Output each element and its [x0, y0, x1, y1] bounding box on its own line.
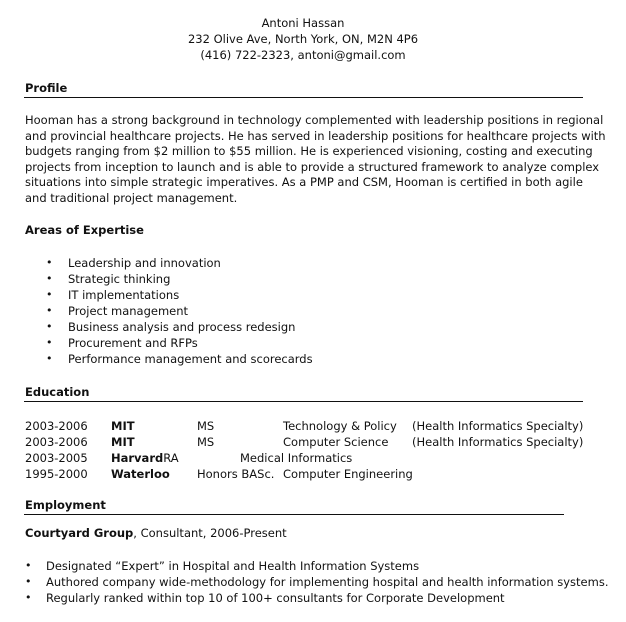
- education-row: [25, 418, 585, 434]
- edu-field: Computer Engineering: [283, 467, 413, 481]
- edu-school-suffix: RA: [163, 451, 179, 465]
- edu-field: Medical Informatics: [240, 451, 353, 465]
- employment-item: Authored company wide-methodology for implementing hospital and health information systems.: [46, 575, 609, 589]
- edu-years: 2003-2006: [25, 435, 88, 449]
- education-row: [25, 450, 585, 466]
- bullet-icon: •: [46, 320, 53, 333]
- edu-years: 1995-2000: [25, 467, 88, 481]
- applicant-name: Antoni Hassan: [261, 16, 345, 30]
- expertise-item: Project management: [68, 304, 189, 318]
- expertise-item: Performance management and scorecards: [68, 352, 313, 366]
- edu-degree: MS: [197, 435, 215, 449]
- employer-role: , Consultant, 2006-Present: [133, 526, 287, 540]
- expertise-item: Business analysis and process redesign: [68, 320, 296, 334]
- edu-years: 2003-2006: [25, 419, 88, 433]
- profile-divider: [24, 97, 583, 98]
- education-divider: [24, 401, 583, 402]
- expertise-item: Strategic thinking: [68, 272, 171, 286]
- profile-line: Hooman has a strong background in technology complemented with leadership positions in regional: [25, 113, 604, 127]
- edu-field: Computer Science: [283, 435, 389, 449]
- profile-line: projects from inception to launch and is able to provide a structured framework to analyze complex: [25, 159, 600, 174]
- education-row: [25, 466, 585, 482]
- edu-field: Technology & Policy: [283, 419, 397, 433]
- profile-line: budgets ranging from $2 million to $55 million. He is experienced visioning, costing and executing: [25, 144, 593, 158]
- bullet-icon: •: [46, 272, 53, 285]
- bullet-icon: •: [25, 559, 32, 572]
- profile-line: situations into simple strategic imperatives. As a PMP and CSM, Hooman is certified in both agile: [25, 175, 583, 189]
- education-heading: Education: [25, 385, 90, 399]
- bullet-icon: •: [46, 256, 53, 269]
- employment-item: Regularly ranked within top 10 of 100+ consultants for Corporate Development: [46, 591, 505, 605]
- employer-line: [25, 526, 287, 541]
- profile-summary: [25, 113, 606, 206]
- expertise-item: Leadership and innovation: [68, 256, 221, 270]
- contact-header: [0, 15, 606, 63]
- employment-item: Designated “Expert” in Hospital and Health Information Systems: [46, 559, 420, 573]
- bullet-icon: •: [46, 352, 53, 365]
- edu-note: (Health Informatics Specialty): [412, 435, 584, 449]
- expertise-item: Procurement and RFPs: [68, 336, 198, 350]
- employment-divider: [24, 514, 564, 515]
- expertise-item: IT implementations: [68, 288, 180, 302]
- bullet-icon: •: [46, 304, 53, 317]
- edu-degree: Honors BASc.: [197, 467, 275, 481]
- bullet-icon: •: [25, 591, 32, 604]
- profile-line: and traditional project management.: [25, 190, 238, 205]
- edu-school-wrap: [111, 450, 179, 466]
- edu-school: Harvard: [111, 451, 164, 465]
- employment-heading: Employment: [25, 498, 106, 512]
- profile-heading: Profile: [25, 81, 68, 95]
- applicant-contact: (416) 722-2323, antoni@gmail.com: [200, 48, 406, 62]
- edu-note: (Health Informatics Specialty): [412, 419, 584, 433]
- profile-line: and provincial healthcare projects. He has served in leadership positions for healthcare projects with: [25, 128, 606, 143]
- bullet-icon: •: [25, 575, 32, 588]
- applicant-address: 232 Olive Ave, North York, ON, M2N 4P6: [187, 32, 419, 46]
- edu-years: 2003-2005: [25, 451, 88, 465]
- employer-name: Courtyard Group: [25, 526, 134, 540]
- bullet-icon: •: [46, 288, 53, 301]
- edu-school: Waterloo: [111, 467, 170, 481]
- education-row: [25, 434, 585, 450]
- edu-school: MIT: [111, 419, 135, 433]
- edu-school: MIT: [111, 435, 135, 449]
- expertise-heading: Areas of Expertise: [25, 223, 144, 237]
- bullet-icon: •: [46, 336, 53, 349]
- edu-degree: MS: [197, 419, 215, 433]
